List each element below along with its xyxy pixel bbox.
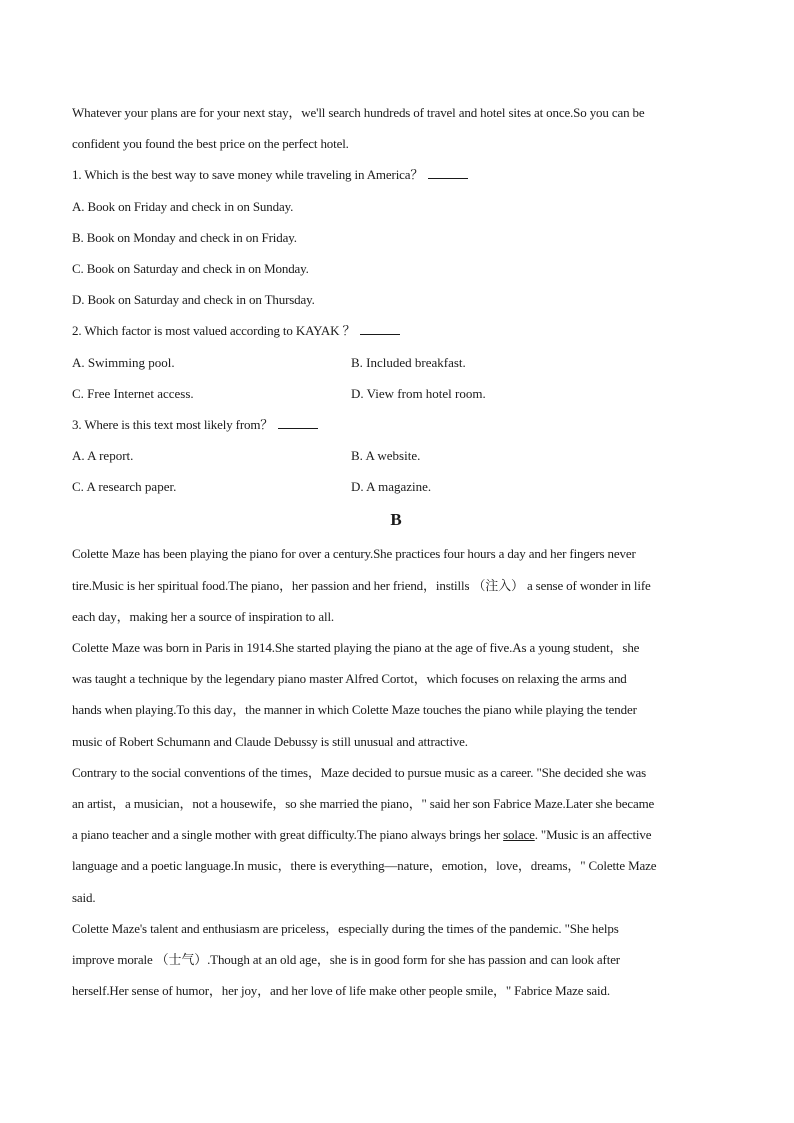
passage-line: confident you found the best price on the perfect hotel. [72,136,349,152]
q2-option-d: D. View from hotel room. [351,385,486,401]
answer-blank[interactable] [360,322,400,335]
text-segment: . "Music is an affective [534,827,652,843]
passage-line-solace [72,819,720,850]
passage-line: said. [72,889,96,905]
question-1-stem [72,159,720,190]
passage-line: music of Robert Schumann and Claude Debussy is still unusual and attractive. [72,733,468,749]
passage-line: Colette Maze's talent and enthusiasm are priceless，especially during the times of the pandemic. "She helps [72,920,619,936]
passage-line: tire.Music is her spiritual food.The piano，her passion and her friend，instills （注入） a sense of wonder in life [72,577,651,593]
q2-option-b: B. Included breakfast. [351,354,466,370]
q1-option-c: C. Book on Saturday and check in on Monday. [72,260,309,276]
q3-options-row-1 [72,440,720,471]
passage-line: was taught a technique by the legendary piano master Alfred Cortot，which focuses on relaxing the arms and [72,671,627,687]
q3-option-c: C. A research paper. [72,479,177,495]
q3-option-a: A. A report. [72,448,134,464]
passage-line: language and a poetic language.In music，there is everything—nature，emotion，love，dreams，" Colette Maze [72,858,657,874]
q1-option-b: B. Book on Monday and check in on Friday. [72,229,297,245]
q1-option-a: A. Book on Friday and check in on Sunday. [72,198,294,214]
q3-option-d: D. A magazine. [351,479,432,495]
passage-line: an artist，a musician，not a housewife，so she married the piano，" said her son Fabrice Maze.Later she became [72,795,655,811]
passage-line: Contrary to the social conventions of the times，Maze decided to pursue music as a career. "She decided she was [72,764,646,780]
underlined-word: solace [503,827,535,843]
text-segment: a piano teacher and a single mother with great difficulty.The piano always brings her [72,827,504,843]
q2-options-row-2 [72,378,720,409]
q3-option-b: B. A website. [351,448,421,464]
passage-line: Colette Maze was born in Paris in 1914.She started playing the piano at the age of five.As a young student，she [72,640,640,655]
question-text: 3. Where is this text most likely from？ [72,416,274,432]
question-3-stem [72,409,720,440]
passage-line: hands when playing.To this day，the manner in which Colette Maze touches the piano while playing the tender [72,702,637,718]
passage-line: herself.Her sense of humor，her joy，and her love of life make other people smile，" Fabrice Maze said. [72,983,610,999]
answer-blank[interactable] [428,166,468,179]
passage-line: Whatever your plans are for your next stay，we'll search hundreds of travel and hotel sites at once.So you can be [72,105,645,120]
passage-line: each day，making her a source of inspiration to all. [72,608,335,624]
passage-line: Colette Maze has been playing the piano for over a century.She practices four hours a day and her fingers never [72,546,636,562]
q2-option-c: C. Free Internet access. [72,385,194,401]
q2-options-row-1 [72,347,720,378]
question-2-stem [72,315,720,346]
question-text: 1. Which is the best way to save money while traveling in America？ [72,167,424,183]
document-content [72,97,720,1006]
q2-option-a: A. Swimming pool. [72,354,175,370]
answer-blank[interactable] [278,416,318,429]
question-text: 2. Which factor is most valued according to KAYAK ？ [72,323,356,339]
q1-option-d: D. Book on Saturday and check in on Thursday. [72,292,315,308]
passage-line: improve morale （士气）.Though at an old age，she is in good form for she has passion and can look after [72,951,620,967]
section-b-heading: B [390,510,402,530]
q3-options-row-2 [72,471,720,502]
